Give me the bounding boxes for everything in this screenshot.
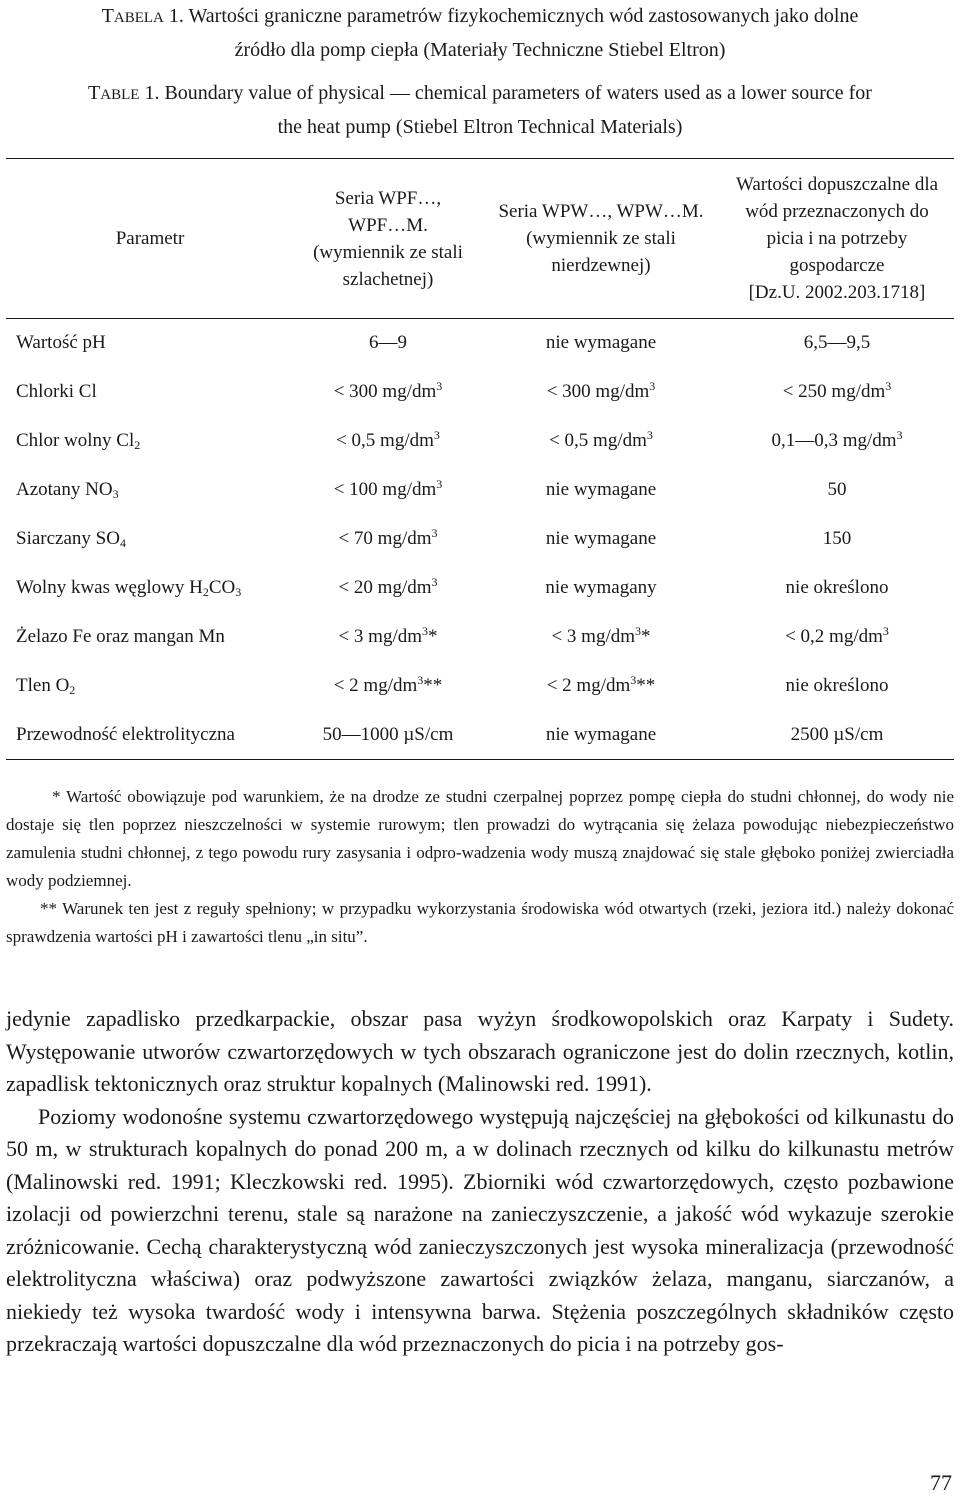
cell-permissible: nie określono [785,675,889,696]
cell-parameter: Wolny kwas węglowy $H_2CO_3$ [16,577,242,599]
cell-wpf: < 300 $mg/dm^3$ [333,379,443,402]
cell-wpw: < 3 $mg/dm^3*$ [551,624,651,647]
caption-text-line2: źródło dla pomp ciepła (Materiały Techniczne Stiebel Eltron) [234,39,726,61]
cell-permissible: < 250 $mg/dm^3$ [782,379,892,402]
cell-permissible: 0,1—0,3 $mg/dm^3$ [771,428,903,451]
cell-wpw: nie wymagany [545,577,657,598]
footnote-2: ** Warunek ten jest z reguły spełniony; w przypadku wykorzystania środowiska wód otwartych (rzeki, jeziora itd.) należy dokonać sprawdzenia wartości pH i zawartości tlenu „in situ”. [6,899,954,946]
paragraph-1: jedynie zapadlisko przedkarpackie, obszar pasa wyżyn środkowopolskich oraz Karpaty i Sudety. Występowanie utworów czwartorzędowych w tych obszarach ograniczone jest do dolin rzecznych, kotlin, zapadlisk tektonicznych oraz struktur kopalnych (Malinowski red. 1991). [6,1006,954,1096]
body-text [6,1003,954,1361]
cell-wpf: < 0,5 $mg/dm^3$ [336,428,440,451]
cell-parameter: Chlor wolny $Cl_2$ [16,430,141,452]
cell-permissible: 150 [822,528,852,549]
cell-wpw: nie wymagane [482,711,720,760]
table-caption-polish [0,0,960,66]
cell-wpf: 6—9 [369,332,407,354]
caption-text-line1: Wartości graniczne parametrów fizykochemicznych wód zastosowanych jako dolne [188,5,859,27]
header-permissible-values: Wartości dopuszczalne dla wód przeznaczonych do picia i na potrzeby gospodarcze [Dz.U. 2002.203.1718] [720,159,954,319]
paragraph-2: Poziomy wodonośne systemu czwartorzędowego występują najczęściej na głębokości od kilkunastu do 50 m, w strukturach kopalnych do ponad 200 m, a w dolinach rzecznych od kilku do kilkunastu metrów (Malinowski red. 1991; Kleczkowski red. 1995). Zbiorniki wód czwartorzędowych, często pozbawione izolacji od powierzchni terenu, stale są narażone na zanieczyszczenie, a jakość wód wykazuje szerokie zróżnicowanie. Cechą charakterystyczną wód zanieczyszczonych jest wysoka mineralizacja (przewodność elektrolityczna właściwa) oraz podwyższone zawartości związków żelaza, manganu, siarczanów, a niekiedy też wysoka twardość wody i intensywna barwa. Stężenia poszczególnych składników często przekraczają wartości dopuszczalne dla wód przeznaczonych do picia i na potrzeby gos- [6,1103,954,1356]
cell-parameter: Wartość pH [16,332,106,354]
table-row [6,662,954,711]
table-row [6,368,954,417]
caption-text-line2: the heat pump (Stiebel Eltron Technical Materials) [277,116,683,138]
cell-parameter: Przewodność elektrolityczna [6,711,294,760]
table-row [6,515,954,564]
table-row [6,613,954,662]
cell-permissible: 50 [827,479,847,500]
cell-wpf: < 100 $mg/dm^3$ [333,477,443,500]
page-number: 77 [930,1470,952,1495]
cell-parameter: Chlorki Cl [16,381,97,402]
header-wpw-series: Seria WPW…, WPW…M. (wymiennik ze stali nierdzewnej) [482,159,720,319]
cell-wpf: < 20 $mg/dm^3$ [338,575,438,598]
table-row [6,319,954,368]
header-parameter: Parametr [6,159,294,319]
table-footnotes [6,783,954,951]
caption-text-line1: Boundary value of physical — chemical parameters of waters used as a lower source for [164,82,872,104]
cell-wpw: < 0,5 $mg/dm^3$ [549,428,653,451]
cell-parameter: Żelazo Fe oraz mangan Mn [16,626,225,647]
caption-label: TABLE 1. [88,82,160,104]
cell-wpw: nie wymagane [545,528,657,549]
cell-wpw: < 2 $mg/dm^3**$ [546,673,656,696]
cell-permissible: 2500 µS/cm [720,711,954,760]
cell-wpf: < 2 $mg/dm^3**$ [333,673,443,696]
cell-permissible: 6,5—9,5 [803,332,871,354]
footnote-1: * Wartość obowiązuje pod warunkiem, że na drodze ze studni czerpalnej poprzez pompę ciepła do studni chłonnej, do wody nie dostaje się tlen poprzez nieszczelności w systemie rurowym; tlen prowadzi do wytrącania się żelaza powodując niebezpieczeństwo zamulenia studni chłonnej, z tego powodu rury zasysania i odpro-wadzenia wody muszą znajdować się stale głęboko poniżej zwierciadła wody podziemnej. [6,787,954,890]
cell-parameter: Tlen $O_2$ [16,675,76,697]
caption-label: TABELA 1. [101,5,184,27]
cell-permissible: nie określono [785,577,889,598]
cell-wpf: < 3 $mg/dm^3*$ [338,624,438,647]
table-header-row [6,159,954,319]
cell-wpf: < 70 $mg/dm^3$ [338,526,438,549]
cell-permissible: < 0,2 $mg/dm^3$ [785,624,889,647]
table-row [6,466,954,515]
cell-wpw: nie wymagane [545,332,657,354]
cell-wpw: < 300 $mg/dm^3$ [546,379,656,402]
table-row [6,711,954,760]
header-wpf-series: Seria WPF…, WPF…M. (wymiennik ze stali szlachetnej) [294,159,482,319]
table-row [6,564,954,613]
cell-wpf: 50—1000 µS/cm [294,711,482,760]
table-caption-english [0,77,960,143]
cell-parameter: Azotany $NO_3$ [16,479,119,501]
parameters-table [6,158,954,760]
cell-wpw: nie wymagane [545,479,657,500]
cell-parameter: Siarczany $SO_4$ [16,528,126,550]
table-row [6,417,954,466]
